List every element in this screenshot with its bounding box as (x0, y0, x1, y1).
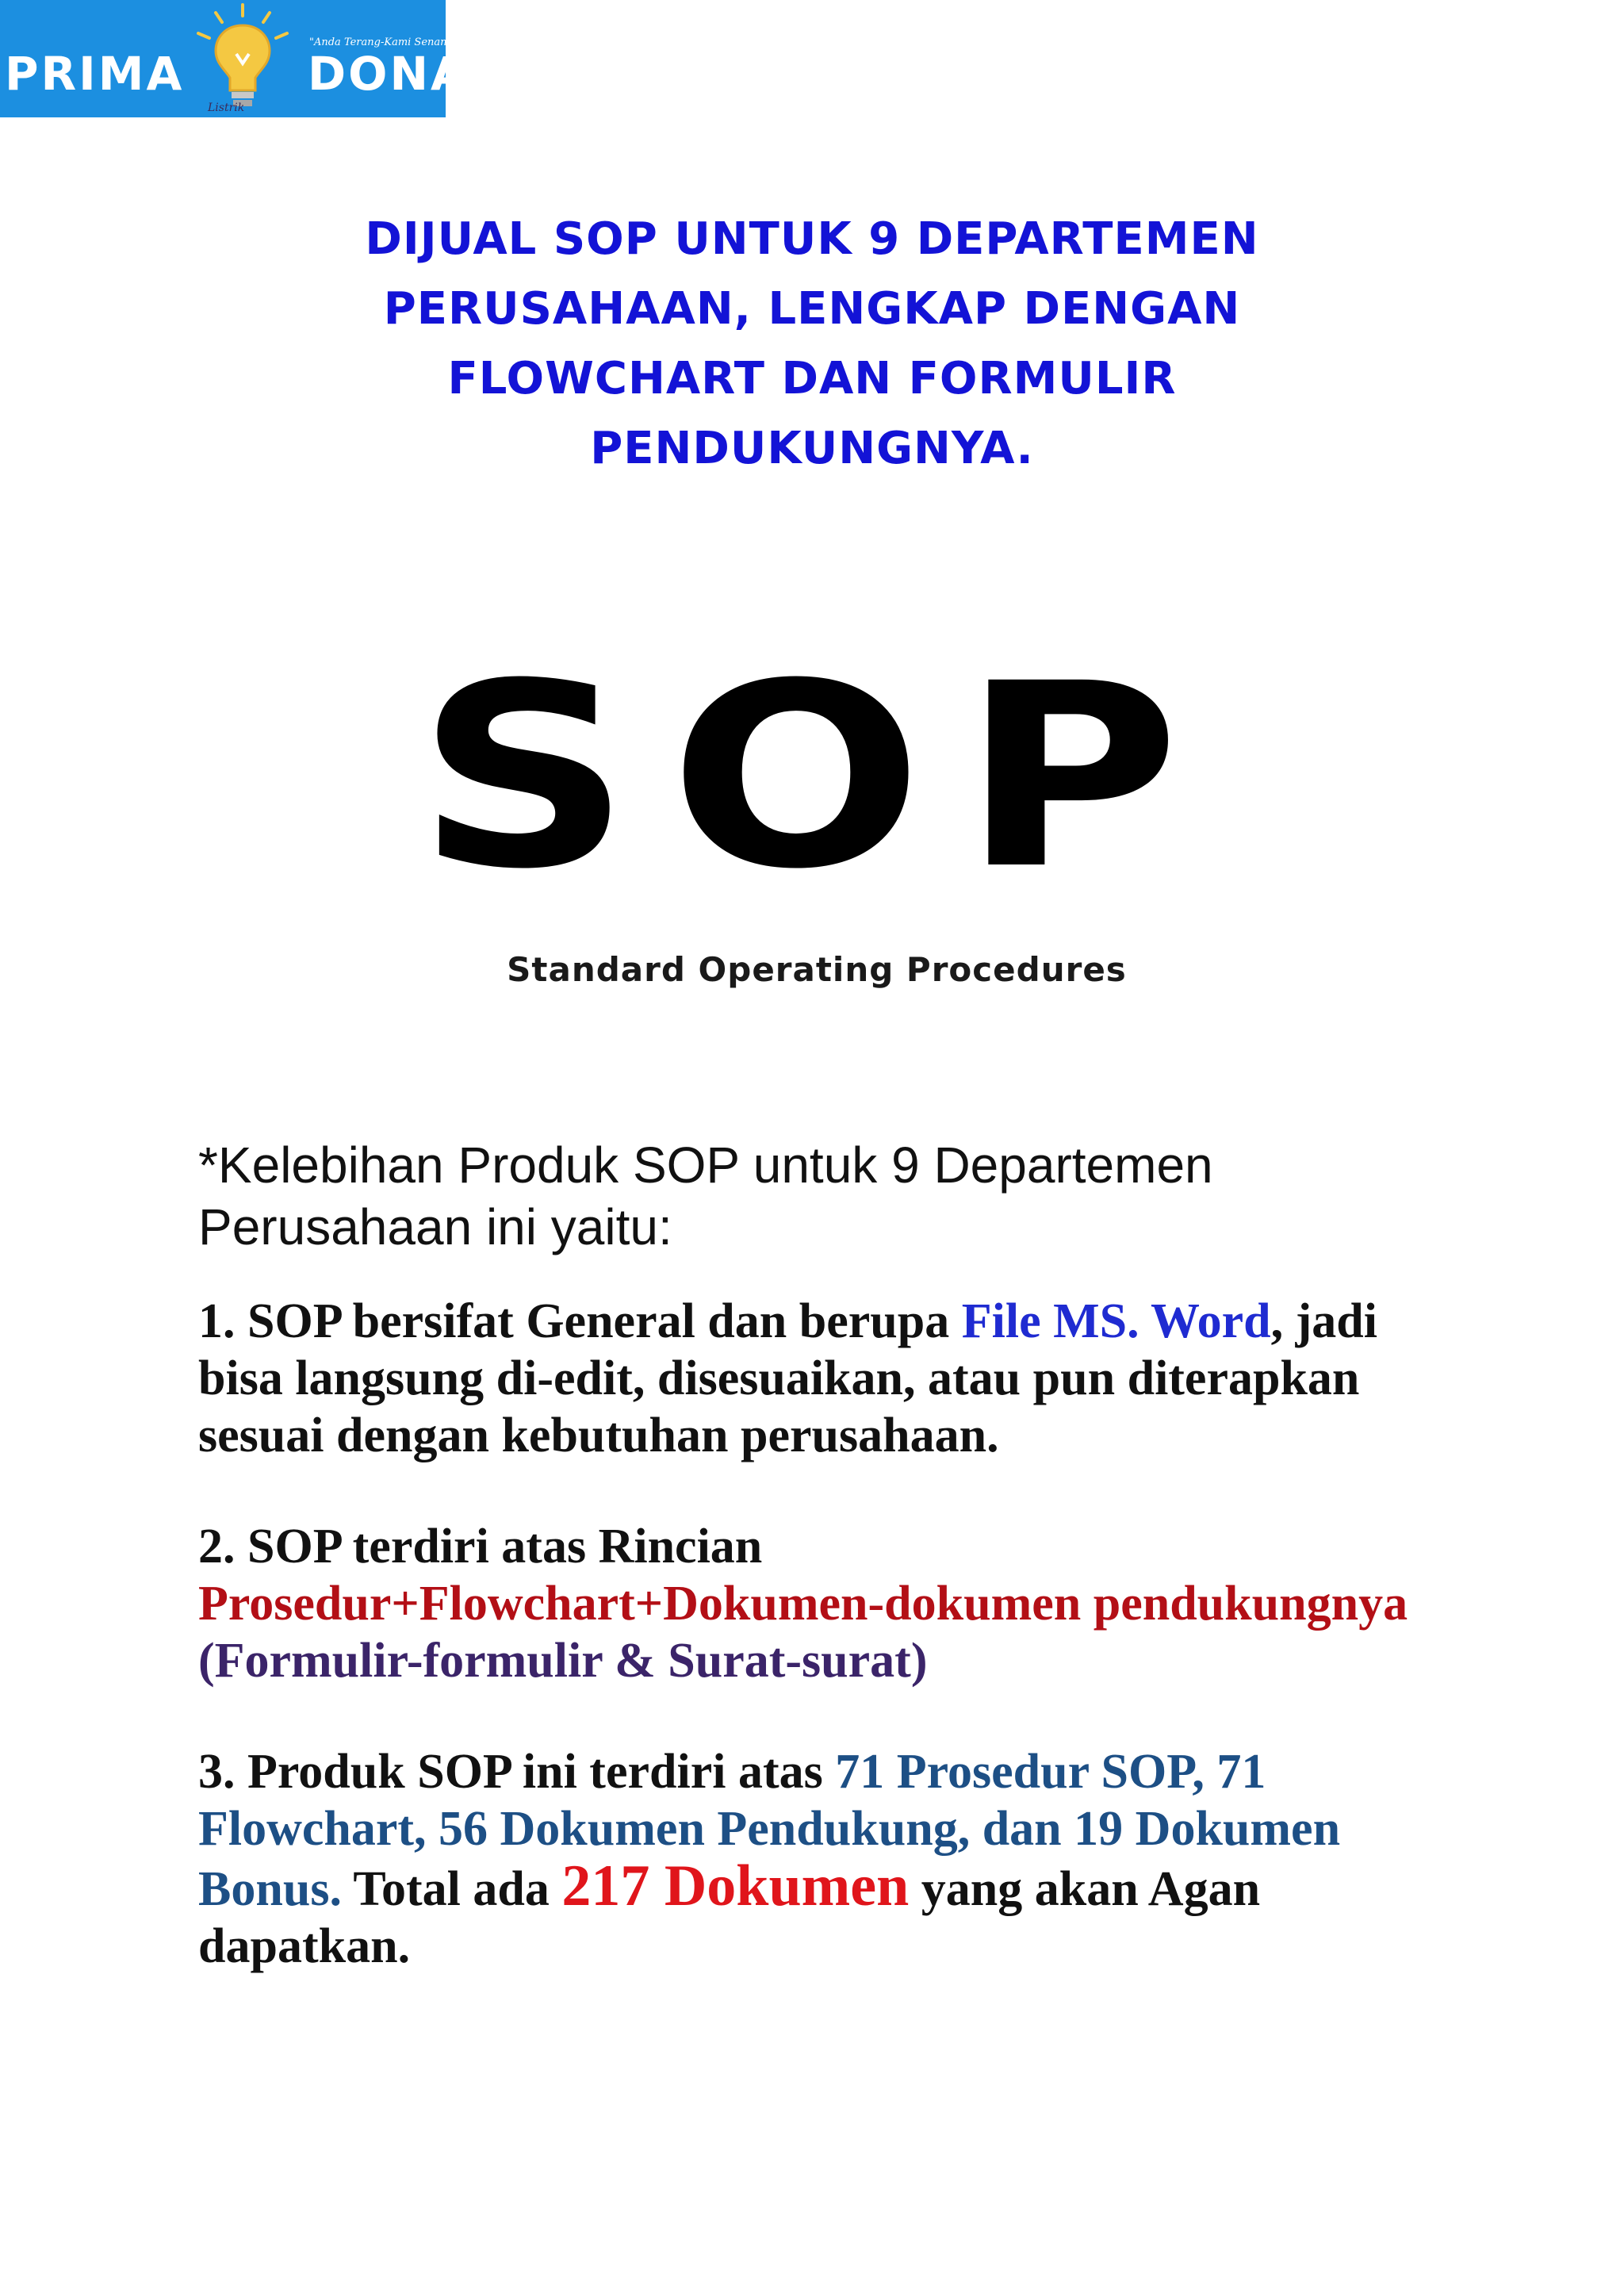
point-3-total: 217 Dokumen (561, 1853, 910, 1918)
sop-graphic (396, 630, 1237, 999)
lightbulb-icon (184, 2, 301, 117)
list-item-3 (198, 1743, 1435, 1975)
point-2-text-a: 2. SOP terdiri atas Rincian (198, 1520, 763, 1573)
point-1-text-c: , jadi bisa langsung di-edit, disesuaikan, atau pun diterapkan sesuai dengan kebutuhan perusahaan. (198, 1294, 1377, 1462)
list-item-1 (198, 1293, 1435, 1464)
point-3-text-e: yang akan Agan dapatkan. (198, 1862, 1261, 1973)
logo-tagline: "Anda Terang-Kami Senang" (309, 36, 458, 48)
point-2-highlight: Prosedur+Flowchart+Dokumen-dokumen pendukungnya (198, 1577, 1408, 1631)
point-3-highlight: 71 Prosedur SOP, 71 Flowchart, 56 Dokumen Pendukung, dan 19 Dokumen Bonus. (198, 1745, 1341, 1916)
point-3-text-a: 3. Produk SOP ini terdiri atas (198, 1745, 836, 1799)
logo-sub: Listrik (208, 102, 245, 114)
point-1-text-a: 1. SOP bersifat General dan berupa (198, 1294, 962, 1348)
point-2-note: (Formulir-formulir & Surat-surat) (198, 1634, 928, 1688)
logo-word-left: PRIMA (5, 47, 185, 101)
advantages-list (198, 1293, 1435, 2029)
list-item-2 (198, 1518, 1435, 1689)
section-title: *Kelebihan Produk SOP untuk 9 Departemen Perusahaan ini yaitu: (198, 1137, 1213, 1255)
sop-big-text: SOP (416, 630, 1218, 925)
page-headline: DIJUAL SOP UNTUK 9 DEPARTEMEN PERUSAHAAN, LENGKAP DENGAN FLOWCHART DAN FORMULIR PENDUKUNGNYA. (365, 213, 1259, 474)
logo-word-right: DONA (308, 47, 469, 101)
point-3-text-c: Total ada (341, 1862, 562, 1916)
sop-subtitle: Standard Operating Procedures (507, 950, 1127, 989)
point-1-highlight: File MS. Word (961, 1294, 1271, 1348)
brand-logo (0, 0, 469, 117)
